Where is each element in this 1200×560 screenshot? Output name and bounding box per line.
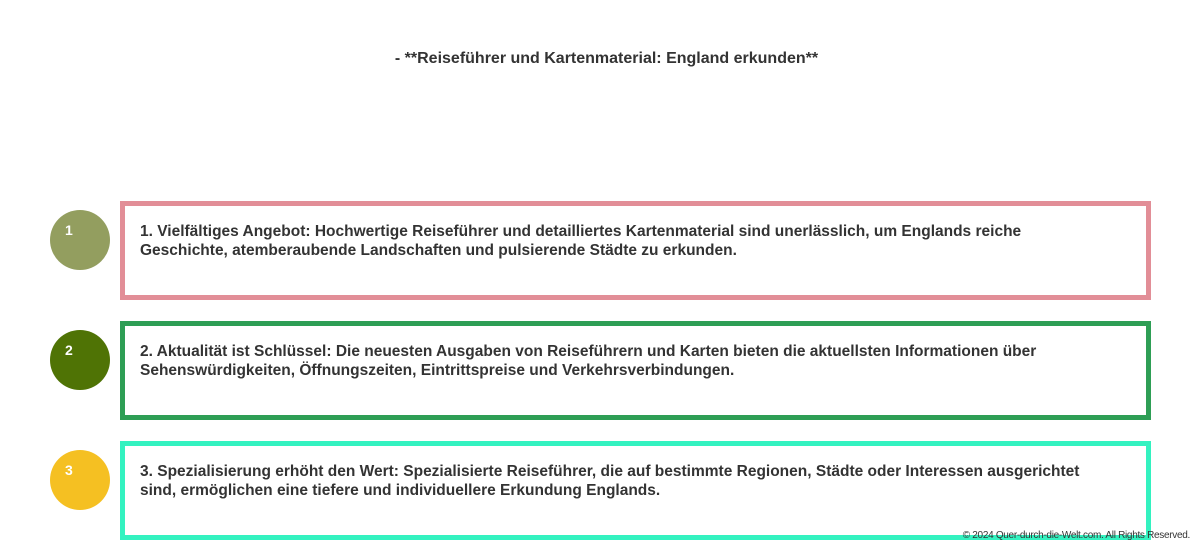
diagram-title: - **Reiseführer und Kartenmaterial: England erkunden**	[394, 50, 819, 67]
step-number-3: 3	[65, 462, 73, 478]
step-box-3	[120, 441, 1151, 540]
copyright-footer: © 2024 Quer-durch-die-Welt.com. All Rights Reserved.	[962, 530, 1190, 541]
step-box-1	[120, 201, 1151, 300]
step-text-1: 1. Vielfältiges Angebot: Hochwertige Reiseführer und detailliertes Kartenmaterial sind unerlässlich, um Englands reiche Geschichte, atemberaubende Landschaften und pulsierende Städte zu erkunden.	[140, 223, 1022, 259]
step-circle-2	[50, 330, 110, 390]
step-text-2: 2. Aktualität ist Schlüssel: Die neuesten Ausgaben von Reiseführern und Karten bieten die aktuellsten Informationen über Sehenswürdigkeiten, Öffnungszeiten, Eintrittspreise und Verkehrsverbindungen.	[140, 343, 1037, 379]
step-number-1: 1	[65, 222, 73, 238]
step-circle-3	[50, 450, 110, 510]
step-circle-1	[50, 210, 110, 270]
step-box-2	[120, 321, 1151, 420]
step-number-2: 2	[65, 342, 73, 358]
step-text-3: 3. Spezialisierung erhöht den Wert: Spezialisierte Reiseführer, die auf bestimmte Regionen, Städte oder Interessen ausgerichtet sind, ermöglichen eine tiefere und individuellere Erkundung Englands.	[140, 463, 1080, 499]
